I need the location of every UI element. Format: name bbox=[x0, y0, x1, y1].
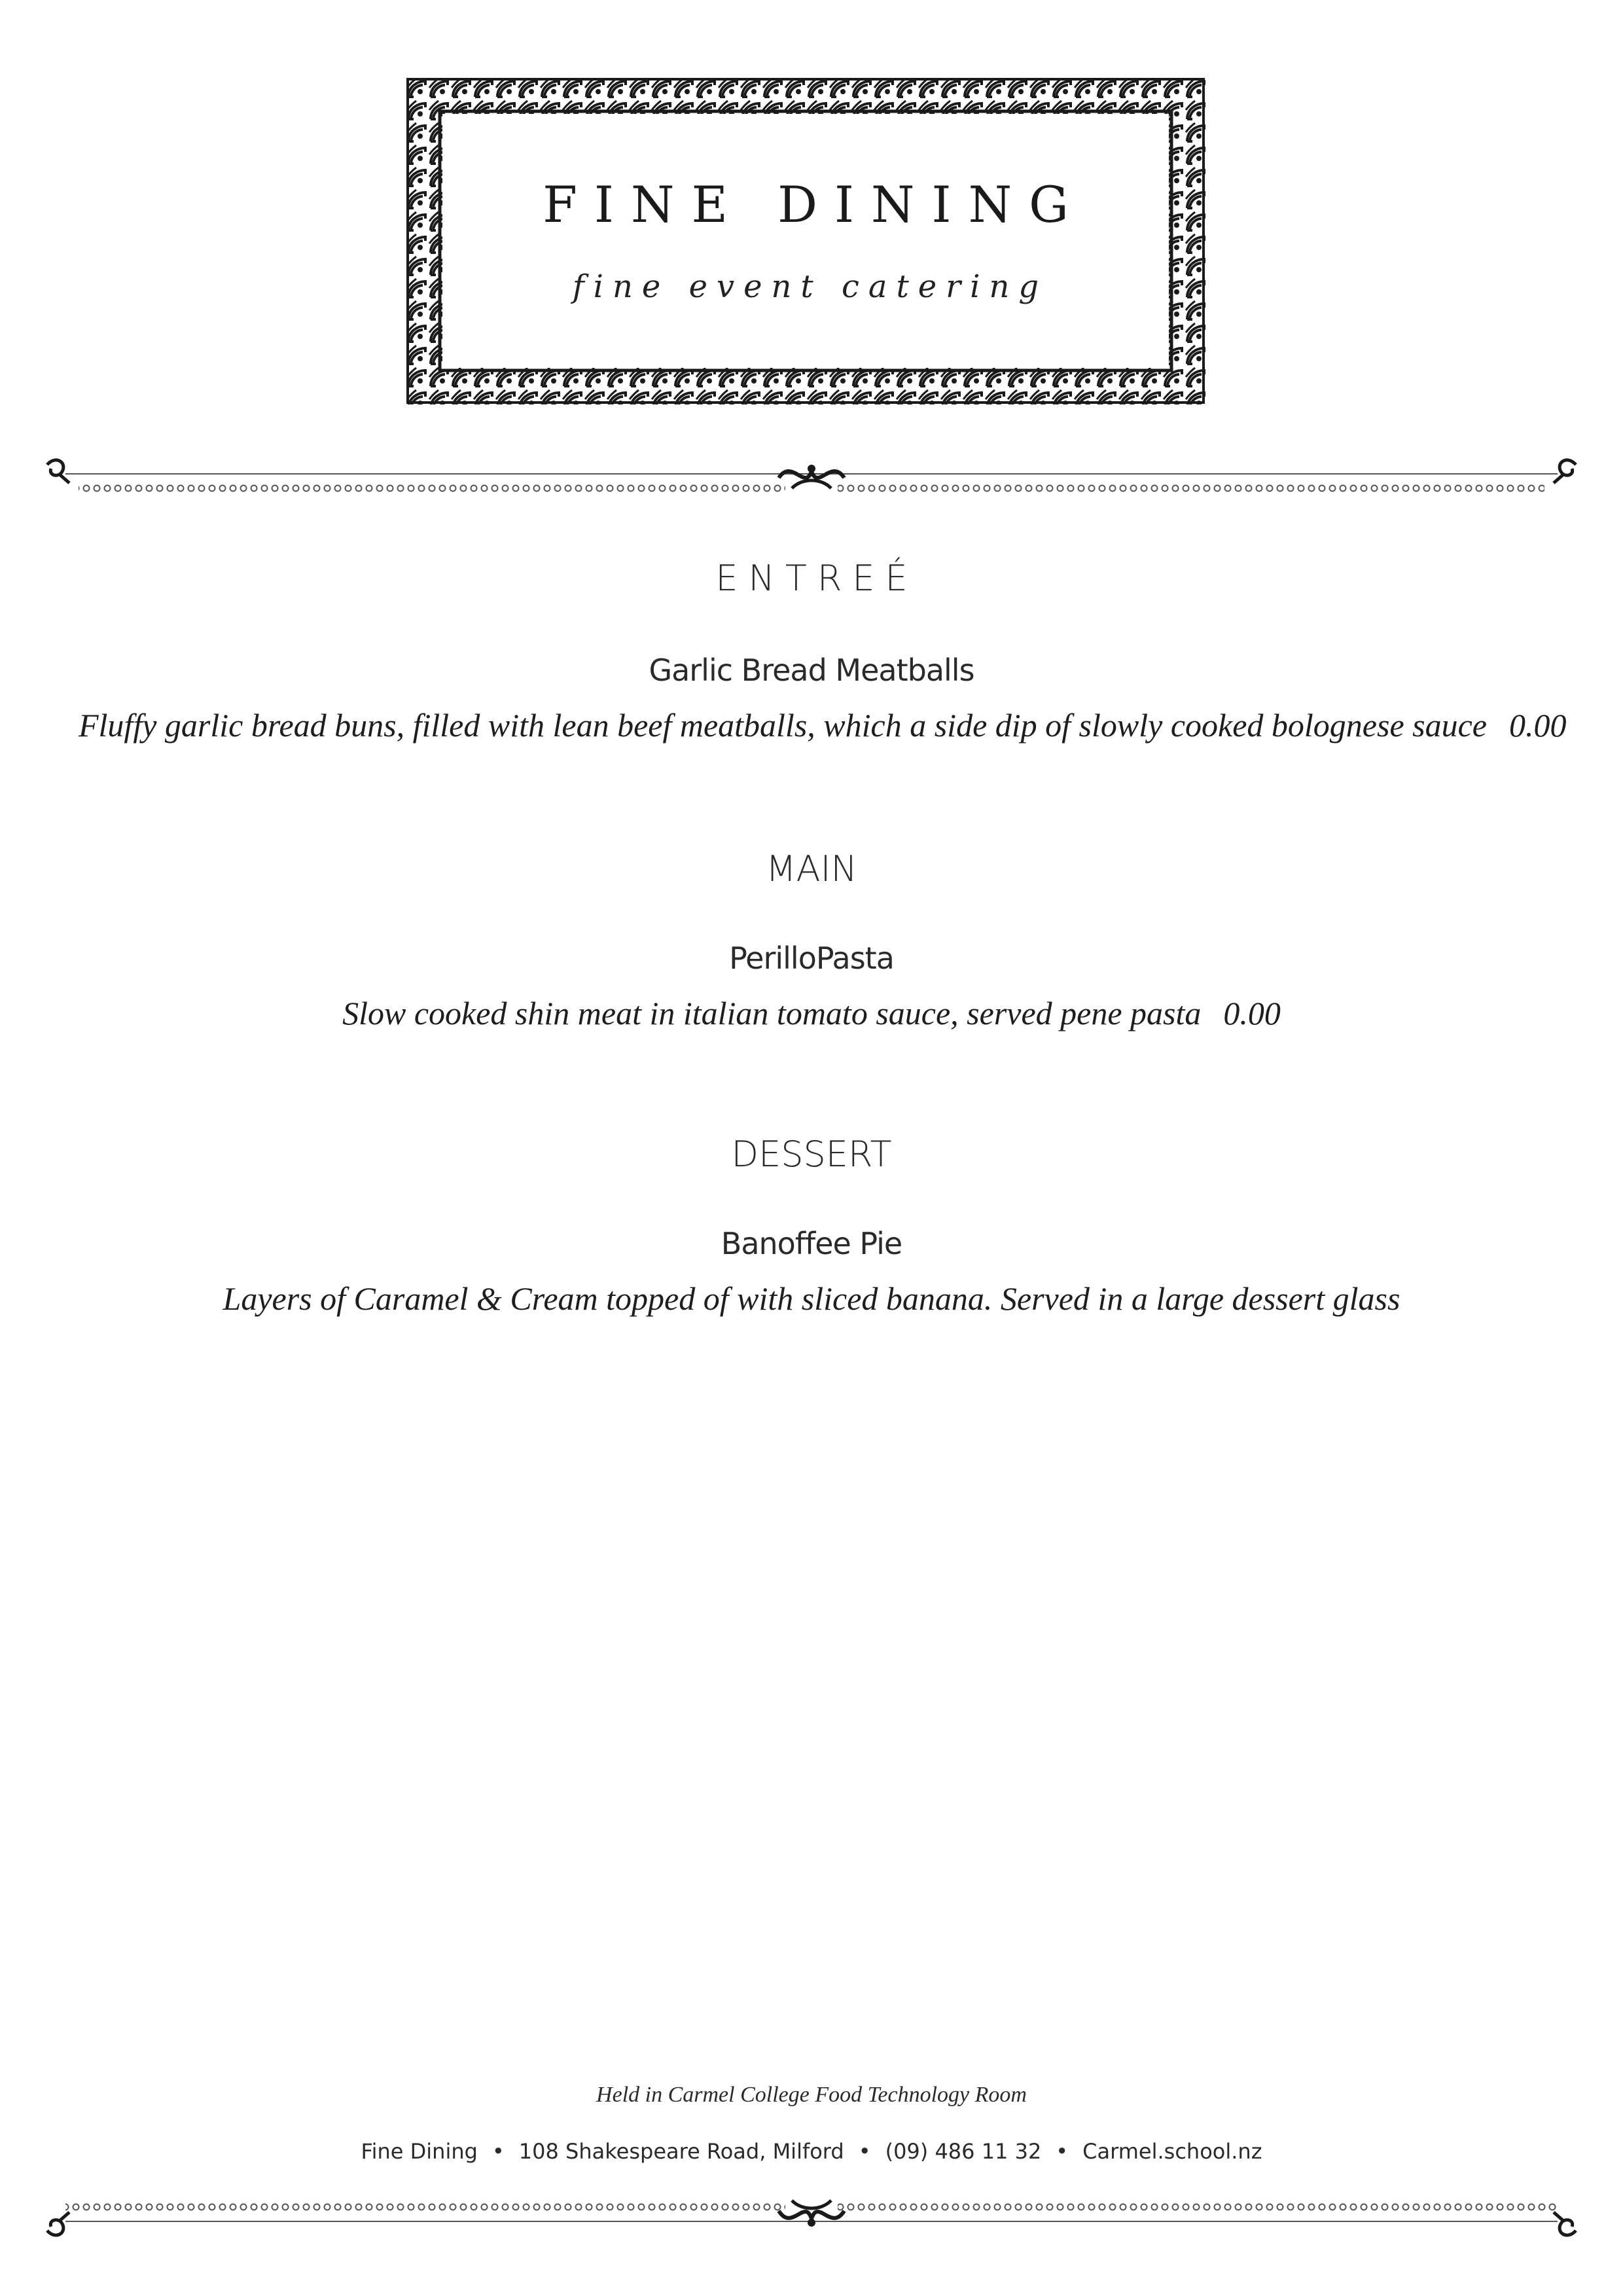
dessert-item-name: Banoffee Pie bbox=[721, 1226, 902, 1261]
footer-website: Carmel.school.nz bbox=[1082, 2139, 1262, 2164]
footer-separator: • bbox=[491, 2139, 505, 2164]
footer-address: 108 Shakespeare Road, Milford bbox=[518, 2139, 844, 2164]
footer-separator: • bbox=[1056, 2139, 1069, 2164]
dessert-heading: DESSERT bbox=[731, 1134, 892, 1175]
main-price: 0.00 bbox=[1223, 995, 1281, 1031]
main-item-description bbox=[79, 994, 1544, 1032]
brand-title: FINE DINING bbox=[543, 175, 1086, 234]
main-section bbox=[79, 848, 1544, 1032]
footer-phone: (09) 486 11 32 bbox=[885, 2139, 1042, 2164]
footer-venue: Held in Carmel College Food Technology Room bbox=[596, 2083, 1027, 2107]
entree-item-description bbox=[79, 706, 1567, 744]
entree-heading: ENTREÉ bbox=[715, 558, 918, 599]
entree-section bbox=[79, 558, 1567, 744]
footer-business-name: Fine Dining bbox=[361, 2139, 478, 2164]
dessert-item-description bbox=[79, 1280, 1544, 1318]
top-ornamental-divider bbox=[39, 452, 1584, 504]
footer-contact-line bbox=[0, 2139, 1623, 2164]
entree-description-text: Fluffy garlic bread buns, filled with lean beef meatballs, which a side dip of slowly cooked bolognese sauce bbox=[79, 707, 1487, 744]
main-heading: MAIN bbox=[766, 848, 857, 889]
dessert-description-text: Layers of Caramel & Cream topped of with sliced banana. Served in a large dessert glass bbox=[223, 1280, 1400, 1317]
header-ornamental-box bbox=[406, 77, 1205, 404]
entree-price: 0.00 bbox=[1508, 707, 1567, 744]
ornamental-frame-icon bbox=[406, 77, 1205, 404]
bottom-ornamental-divider bbox=[39, 2191, 1584, 2244]
brand-tagline: fine event catering bbox=[572, 268, 1048, 305]
main-item-name: PerilloPasta bbox=[729, 941, 894, 976]
divider-flourish-icon bbox=[39, 452, 1584, 504]
footer-separator: • bbox=[858, 2139, 871, 2164]
entree-item-name: Garlic Bread Meatballs bbox=[649, 653, 974, 688]
divider-flourish-icon bbox=[39, 2191, 1584, 2244]
dessert-section bbox=[79, 1134, 1544, 1318]
main-description-text: Slow cooked shin meat in italian tomato sauce, served pene pasta bbox=[342, 995, 1202, 1031]
